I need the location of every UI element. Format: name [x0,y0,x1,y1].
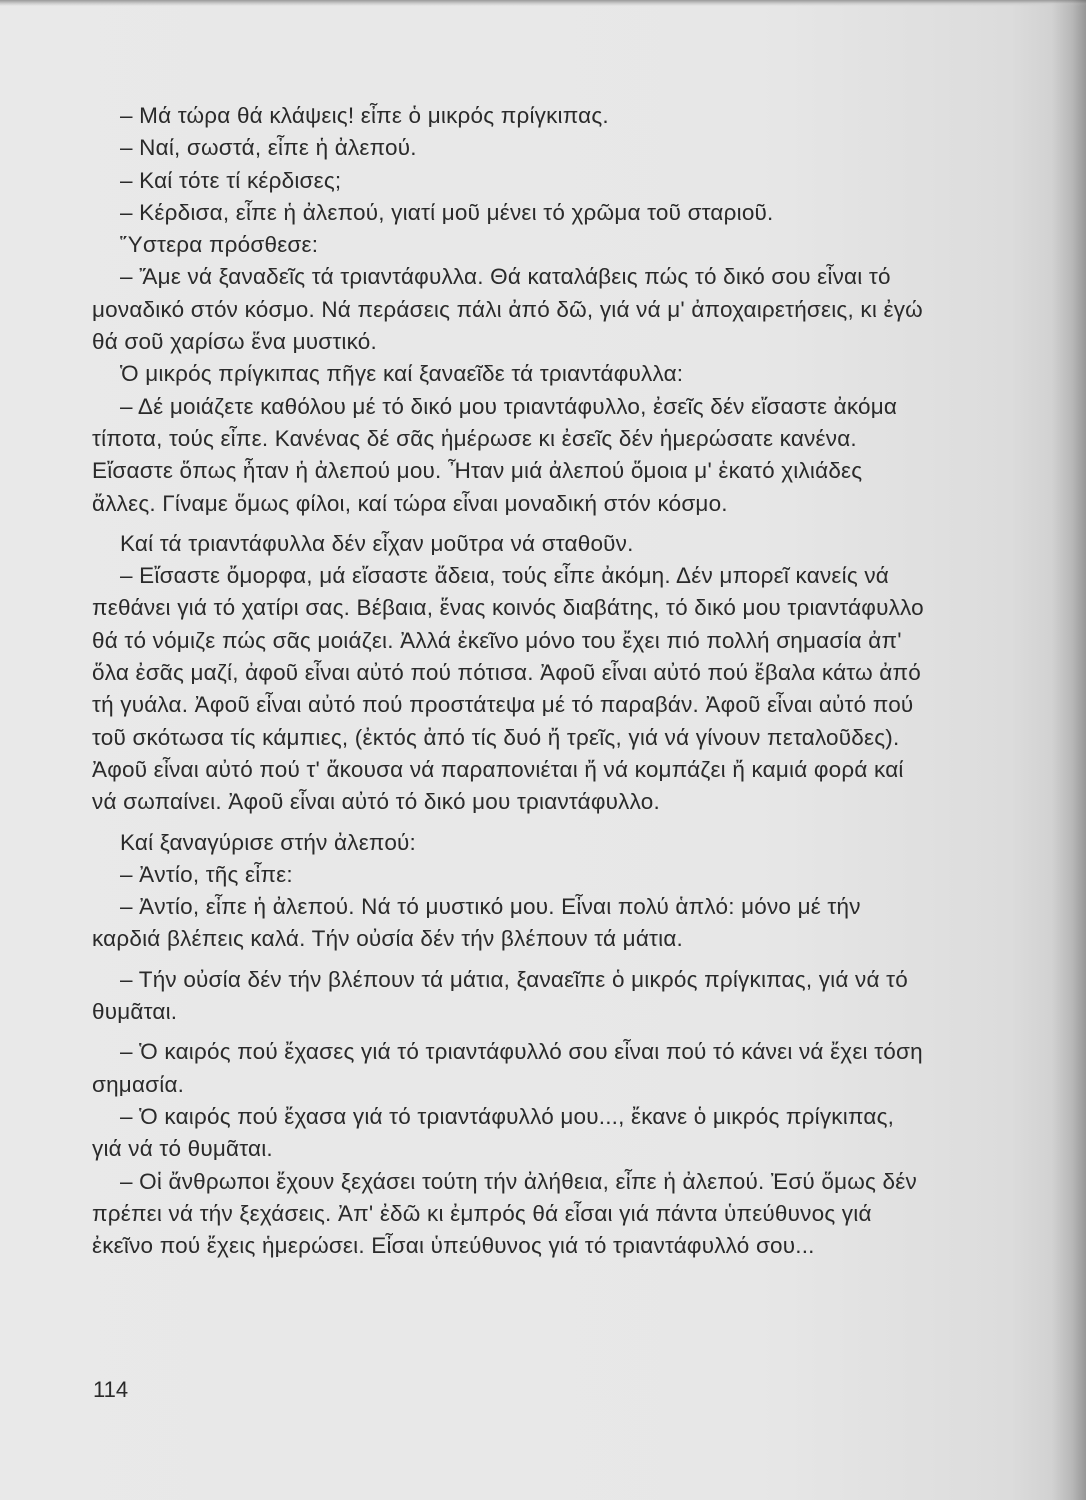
paragraph: – Δέ μοιάζετε καθόλου μέ τό δικό μου τριαντάφυλλο, ἐσεῖς δέν εἴσαστε ἀκόμα τίποτα, τούς εἶπε. Κανένας δέ σᾶς ἡμέρωσε κι ἐσεῖς δέν ἡμερώσατε κανένα. Εἴσαστε ὅπως ἦταν ἡ ἀλεπού μου. Ἦταν μιά ἀλεπού ὅμοια μ' ἑκατό χιλιάδες ἄλλες. Γίναμε ὅμως φίλοι, καί τώρα εἶναι μοναδική στόν κόσμο. [92,393,898,516]
paragraph: – Κέρδισα, εἶπε ἡ ἀλεπού, γιατί μοῦ μένει τό χρῶμα τοῦ σταριοῦ. [120,199,774,225]
page-body-text [92,100,928,1262]
paragraph: – Ἄμε νά ξαναδεῖς τά τριαντάφυλλα. Θά καταλάβεις πώς τό δικό σου εἶναι τό μοναδικό στόν κόσμο. Νά περάσεις πάλι ἀπό δῶ, γιά νά μ' ἀποχαιρετήσεις, κι ἐγώ θά σοῦ χαρίσω ἕνα μυστικό. [92,264,923,355]
paragraph: – Ναί, σωστά, εἶπε ἡ ἀλεπού. [120,135,417,161]
paragraph: – Οἱ ἄνθρωποι ἔχουν ξεχάσει τούτη τήν ἀλήθεια, εἶπε ἡ ἀλεπού. Ἐσύ ὅμως δέν πρέπει νά τήν ξεχάσεις. Ἀπ' ἐδῶ κι ἐμπρός θά εἶσαι γιά πάντα ὑπεύθυνος γιά ἐκεῖνο πού ἔχεις ἡμερώσει. Εἶσαι ὑπεύθυνος γιά τό τριαντάφυλλό σου... [92,1168,917,1259]
paragraph: – Ἀντίο, εἶπε ἡ ἀλεπού. Νά τό μυστικό μου. Εἶναι πολύ ἁπλό: μόνο μέ τήν καρδιά βλέπεις καλά. Τήν οὐσία δέν τήν βλέπουν τά μάτια. [92,894,861,952]
paragraph: – Εἴσαστε ὄμορφα, μά εἴσαστε ἄδεια, τούς εἶπε ἀκόμη. Δέν μπορεῖ κανείς νά πεθάνει γιά τό χατίρι σας. Βέβαια, ἕνας κοινός διαβάτης, τό δικό μου τριαντάφυλλο θά τό νόμιζε πώς σᾶς μοιάζει. Ἀλλά ἐκεῖνο μόνο του ἔχει πιό πολλή σημασία ἀπ' ὅλα ἐσᾶς μαζί, ἀφοῦ εἶναι αὐτό πού πότισα. Ἀφοῦ εἶναι αὐτό πού ἔβαλα κάτω ἀπό τή γυάλα. Ἀφοῦ εἶναι αὐτό πού προστάτεψα μέ τό παραβάν. Ἀφοῦ εἶναι αὐτό πού τοῦ σκότωσα τίς κάμπιες, (ἐκτός ἀπό τίς δυό ἤ τρεῖς, γιά νά γίνουν πεταλοῦδες). Ἀφοῦ εἶναι αὐτό πού τ' ἄκουσα νά παραπονιέται ἤ νά κομπάζει ἤ καμιά φορά καί νά σωπαίνει. Ἀφοῦ εἶναι αὐτό τό δικό μου τριαντάφυλλο. [92,563,924,815]
page-top-edge-shadow [0,0,1086,6]
paragraph: Ὕστερα πρόσθεσε: [120,232,319,258]
paragraph: – Καί τότε τί κέρδισες; [120,167,342,193]
paragraph: – Ἀντίο, τῆς εἶπε: [120,861,293,887]
paragraph: – Ὁ καιρός πού ἔχασες γιά τό τριαντάφυλλό σου εἶναι πού τό κάνει νά ἔχει τόση σημασία. [92,1039,923,1097]
page-binding-shadow [1052,0,1086,1500]
paragraph: – Μά τώρα θά κλάψεις! εἶπε ὁ μικρός πρίγκιπας. [120,103,609,128]
paragraph: Καί ξαναγύρισε στήν ἀλεπού: [120,829,416,855]
page-number: 114 [93,1377,129,1402]
paragraph: – Ὁ καιρός πού ἔχασα γιά τό τριαντάφυλλό μου..., ἔκανε ὁ μικρός πρίγκιπας, γιά νά τό θυμᾶται. [92,1103,895,1162]
paragraph: Ὁ μικρός πρίγκιπας πῆγε καί ξαναεῖδε τά τριαντάφυλλα: [120,361,684,387]
paragraph: – Τήν οὐσία δέν τήν βλέπουν τά μάτια, ξαναεῖπε ὁ μικρός πρίγκιπας, γιά νά τό θυμᾶται. [92,966,908,1025]
paragraph: Καί τά τριαντάφυλλα δέν εἶχαν μοῦτρα νά σταθοῦν. [120,530,634,556]
